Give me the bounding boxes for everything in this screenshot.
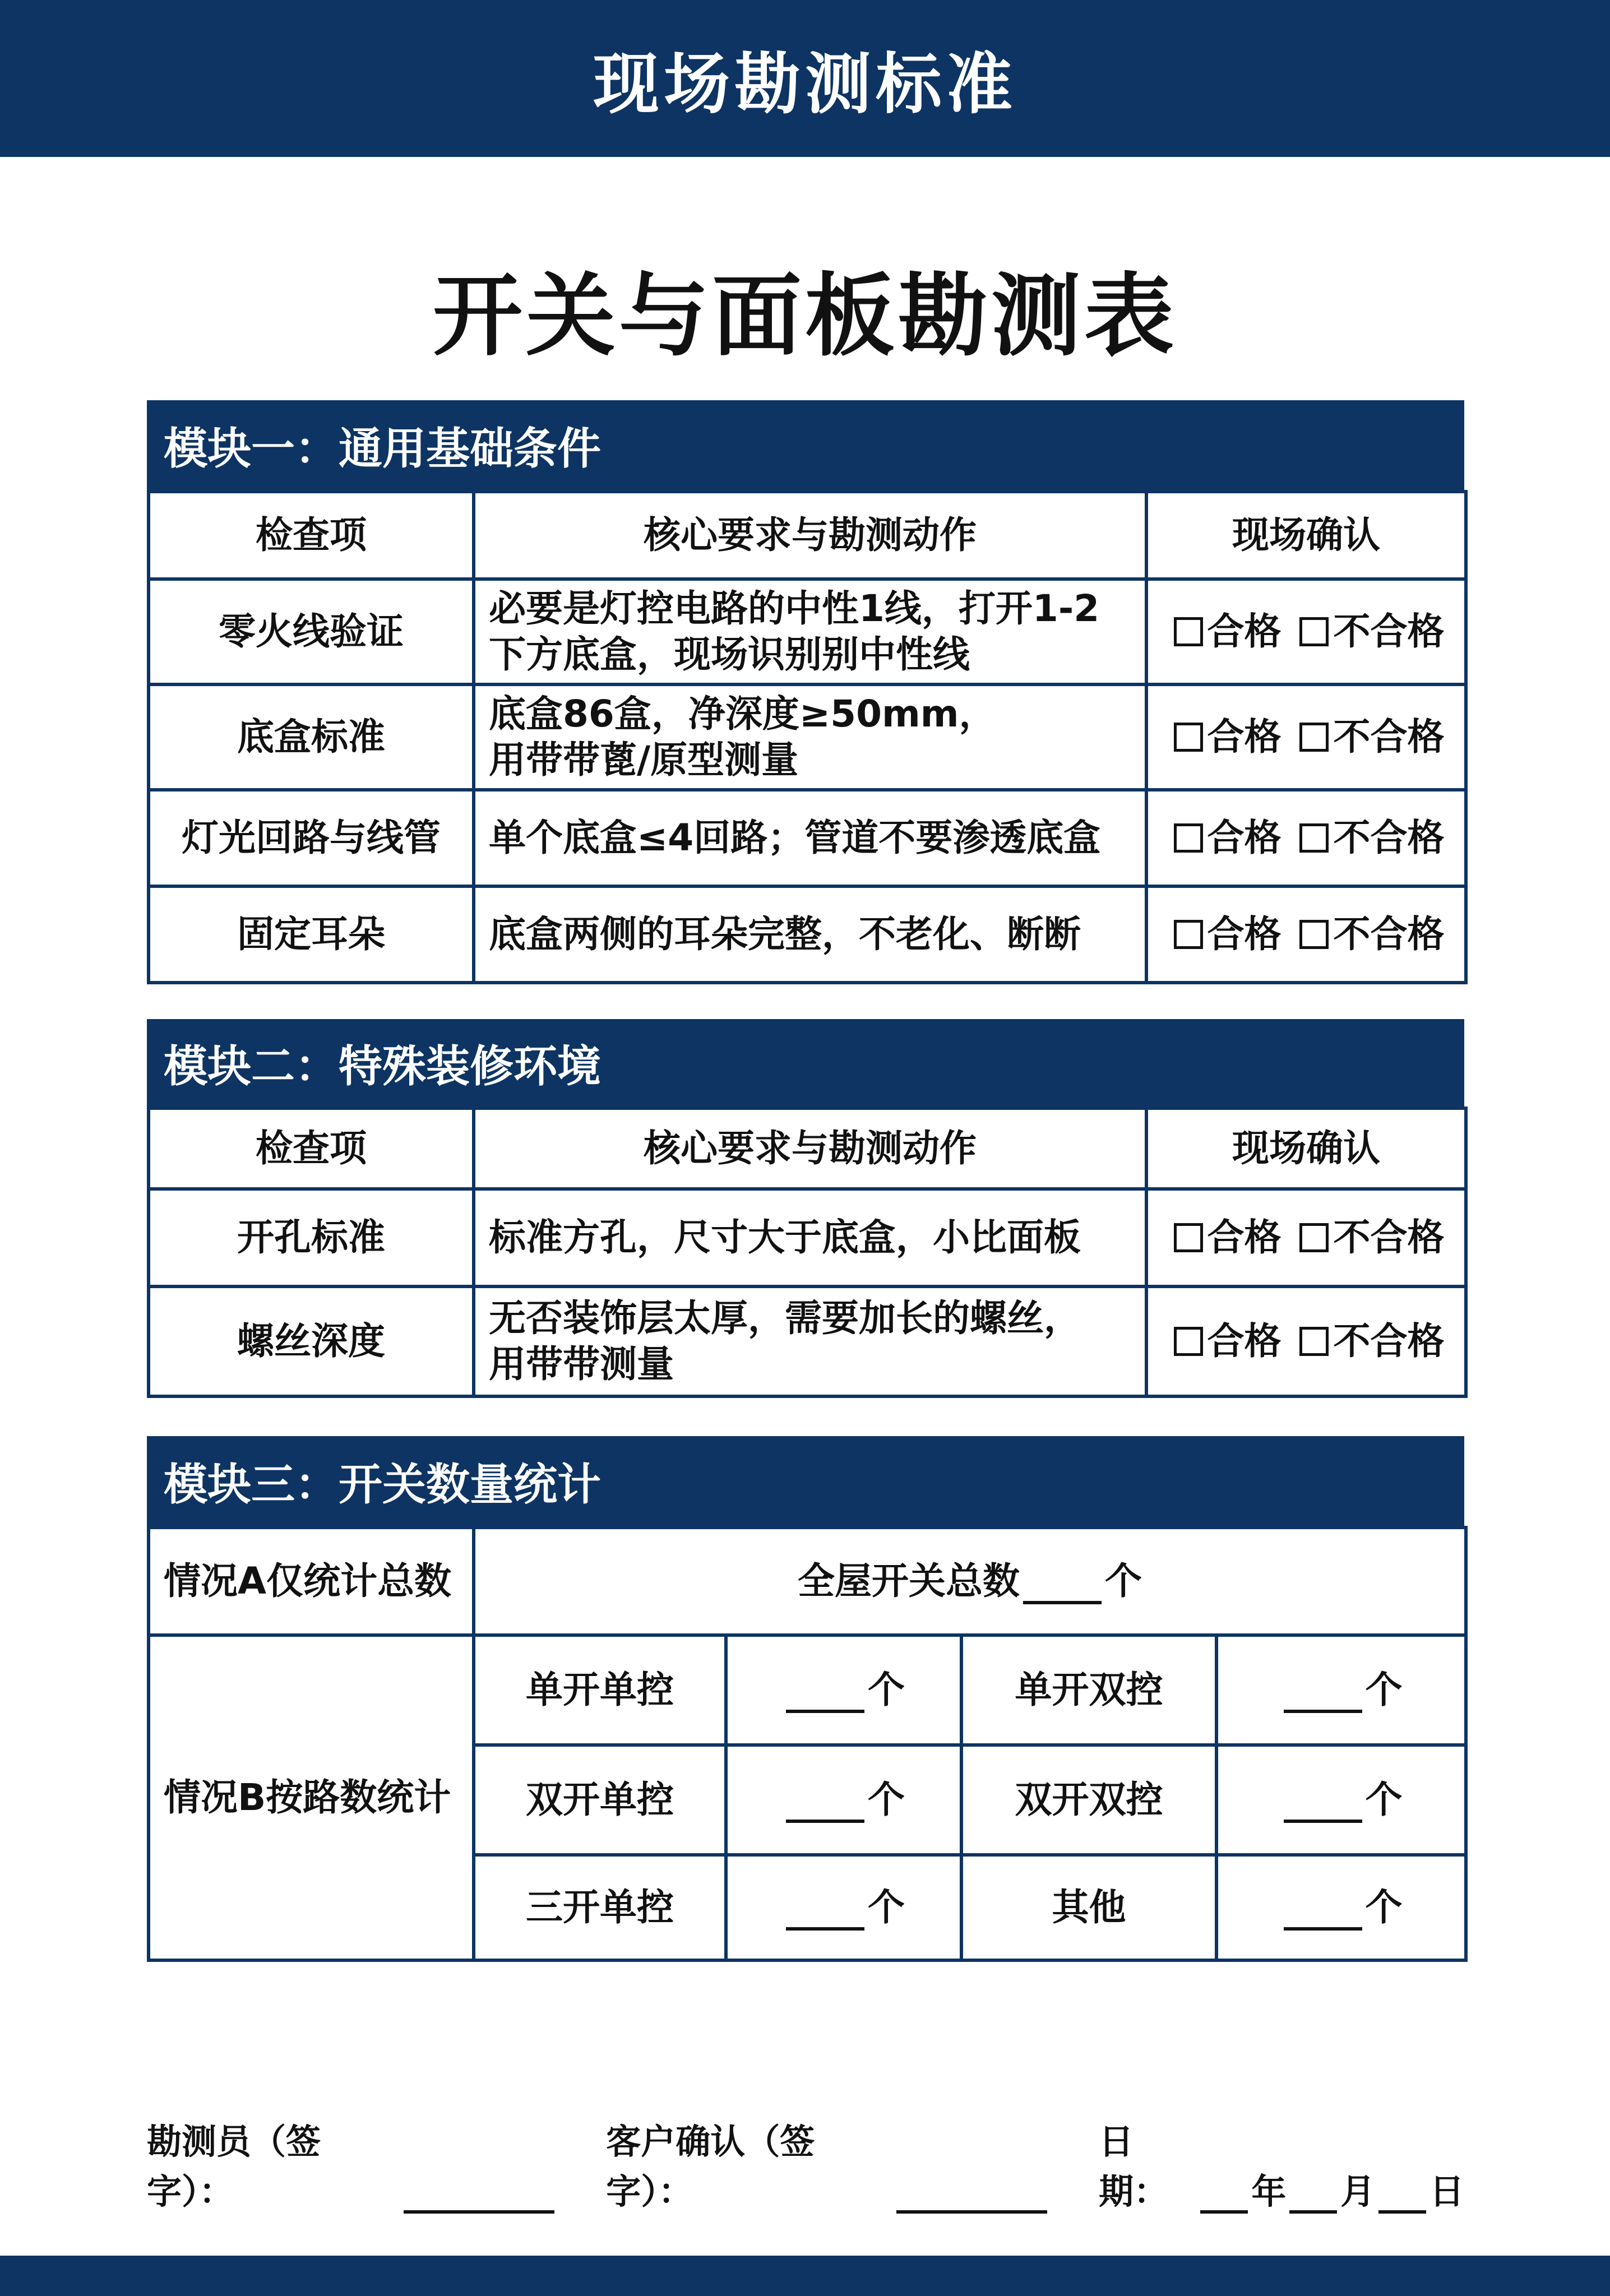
customer-signature — [606, 2114, 1054, 2214]
customer-label: 客户确认（签字）： — [606, 2121, 815, 2212]
unit-label: 个 — [1105, 1559, 1142, 1603]
req-line: 底盒两侧的耳朵完整，不老化、断断 — [489, 912, 1081, 956]
pass-checkbox[interactable] — [1174, 1223, 1203, 1252]
req-line: 底盒86盒，净深度≥50mm， — [489, 692, 996, 735]
pass-label: 合格 — [1207, 715, 1281, 758]
module-3-title: 模块三：开关数量统计 — [164, 1460, 602, 1510]
pass-checkbox[interactable] — [1174, 1327, 1203, 1356]
pass-checkbox[interactable] — [1174, 920, 1203, 949]
col-header-req: 核心要求与勘测动作 — [474, 492, 1146, 579]
req-line: 下方底盒，现场识别别中性线 — [489, 633, 970, 676]
module-2-title: 模块二：特殊装修环境 — [164, 1041, 602, 1092]
table-row — [149, 684, 1466, 790]
count-cell — [1216, 1855, 1466, 1960]
col-header-confirm: 现场确认 — [1146, 492, 1466, 579]
table-header-row — [149, 492, 1466, 579]
month-blank[interactable] — [1289, 2177, 1337, 2214]
table-row — [149, 1189, 1466, 1286]
count-cell — [726, 1635, 961, 1745]
fail-checkbox[interactable] — [1299, 1327, 1329, 1356]
pass-label: 合格 — [1207, 912, 1281, 956]
switch-type: 双开双控 — [961, 1745, 1216, 1855]
count-cell — [1216, 1745, 1466, 1855]
switch-type: 其他 — [961, 1855, 1216, 1960]
date-field — [1099, 2114, 1464, 2214]
year-label: 年 — [1251, 2171, 1287, 2212]
pass-label: 合格 — [1207, 1319, 1281, 1363]
pass-checkbox[interactable] — [1174, 723, 1203, 752]
year-blank[interactable] — [1200, 2177, 1248, 2214]
case-a-row — [149, 1527, 1466, 1635]
footer-bar — [0, 2256, 1610, 2296]
row-item: 灯光回路与线管 — [149, 790, 474, 886]
unit-label: 个 — [1365, 1777, 1403, 1821]
pass-checkbox[interactable] — [1174, 617, 1203, 646]
date-label: 日期： — [1099, 2121, 1169, 2212]
unit-label: 个 — [868, 1777, 905, 1821]
count-blank[interactable] — [1284, 1676, 1362, 1713]
form-title: 开关与面板勘测表 — [432, 263, 1177, 368]
fail-checkbox[interactable] — [1299, 617, 1329, 646]
req-line: 无否装饰层太厚，需要加长的螺丝， — [489, 1296, 1081, 1340]
count-blank[interactable] — [1284, 1894, 1362, 1931]
col-header-item: 检查项 — [149, 492, 474, 579]
row-item: 开孔标准 — [149, 1189, 474, 1286]
row-requirement — [474, 1286, 1146, 1396]
count-cell — [726, 1745, 961, 1855]
count-blank[interactable] — [786, 1894, 864, 1931]
switch-type: 单开双控 — [961, 1635, 1216, 1745]
surveyor-label: 勘测员（签字）： — [147, 2121, 321, 2212]
row-item: 零火线验证 — [149, 579, 474, 684]
row-confirm — [1146, 1189, 1466, 1286]
table-header-row — [149, 1108, 1466, 1189]
row-confirm — [1146, 684, 1466, 790]
row-requirement — [474, 886, 1146, 983]
switch-type: 单开单控 — [474, 1635, 726, 1745]
count-blank[interactable] — [786, 1786, 864, 1823]
col-header-req: 核心要求与勘测动作 — [474, 1108, 1146, 1189]
module-2-header — [147, 1019, 1464, 1107]
table-row — [149, 790, 1466, 886]
unit-label: 个 — [868, 1668, 905, 1711]
req-line: 用带带测量 — [489, 1343, 674, 1386]
customer-signature-blank[interactable] — [896, 2177, 1047, 2214]
module-1-title: 模块一：通用基础条件 — [164, 424, 602, 474]
row-item: 固定耳朵 — [149, 886, 474, 983]
row-requirement — [474, 790, 1146, 886]
fail-label: 不合格 — [1333, 609, 1445, 653]
case-a-text: 全屋开关总数 — [798, 1559, 1020, 1603]
table-row — [149, 886, 1466, 983]
row-requirement — [474, 684, 1146, 790]
module-2-table — [147, 1107, 1468, 1398]
pass-label: 合格 — [1207, 1215, 1281, 1259]
switch-type: 三开单控 — [474, 1855, 726, 1960]
row-requirement — [474, 1189, 1146, 1286]
fail-checkbox[interactable] — [1299, 920, 1329, 949]
count-blank[interactable] — [786, 1676, 864, 1713]
pass-checkbox[interactable] — [1174, 823, 1203, 853]
col-header-confirm: 现场确认 — [1146, 1108, 1466, 1189]
fail-label: 不合格 — [1333, 1215, 1445, 1259]
header-bar — [0, 0, 1610, 157]
count-cell — [726, 1855, 961, 1960]
fail-checkbox[interactable] — [1299, 1223, 1329, 1252]
col-header-item: 检查项 — [149, 1108, 474, 1189]
total-count-blank[interactable] — [1023, 1567, 1102, 1604]
module-2 — [147, 1019, 1464, 1398]
pass-label: 合格 — [1207, 609, 1281, 653]
day-blank[interactable] — [1378, 2177, 1426, 2214]
unit-label: 个 — [868, 1885, 905, 1929]
unit-label: 个 — [1365, 1885, 1403, 1929]
fail-checkbox[interactable] — [1299, 823, 1329, 853]
req-line: 用带带蓖/原型测量 — [489, 738, 799, 781]
signature-footer — [147, 2121, 1465, 2212]
case-a-label: 情况A仅统计总数 — [149, 1527, 474, 1635]
surveyor-signature-blank[interactable] — [404, 2177, 554, 2214]
module-1 — [147, 400, 1464, 984]
fail-label: 不合格 — [1333, 1319, 1445, 1363]
row-item: 螺丝深度 — [149, 1286, 474, 1396]
unit-label: 个 — [1365, 1668, 1403, 1711]
fail-label: 不合格 — [1333, 715, 1445, 758]
count-blank[interactable] — [1284, 1786, 1362, 1823]
row-confirm — [1146, 886, 1466, 983]
module-3 — [147, 1436, 1464, 1962]
table-row — [149, 1286, 1466, 1396]
module-3-table — [147, 1526, 1468, 1962]
row-confirm — [1146, 790, 1466, 886]
module-1-table — [147, 490, 1468, 984]
case-b-row — [149, 1635, 1466, 1745]
fail-label: 不合格 — [1333, 912, 1445, 956]
surveyor-signature — [147, 2114, 561, 2214]
req-line: 标准方孔，尺寸大于底盒，小比面板 — [489, 1215, 1081, 1259]
pass-label: 合格 — [1207, 816, 1281, 859]
req-line: 必要是灯控电路的中性1线，打开1-2 — [489, 586, 1100, 630]
switch-type: 双开单控 — [474, 1745, 726, 1855]
day-label: 日 — [1429, 2171, 1465, 2212]
row-requirement — [474, 579, 1146, 684]
fail-label: 不合格 — [1333, 816, 1445, 859]
month-label: 月 — [1340, 2171, 1376, 2212]
count-cell — [1216, 1635, 1466, 1745]
case-a-total — [474, 1527, 1466, 1635]
module-3-header — [147, 1436, 1464, 1526]
row-item: 底盒标准 — [149, 684, 474, 790]
table-row — [149, 579, 1466, 684]
row-confirm — [1146, 579, 1466, 684]
module-1-header — [147, 400, 1464, 490]
row-confirm — [1146, 1286, 1466, 1396]
fail-checkbox[interactable] — [1299, 723, 1329, 752]
case-b-label: 情况B按路数统计 — [149, 1635, 474, 1960]
header-title: 现场勘测标准 — [593, 45, 1017, 123]
req-line: 单个底盒≤4回路；管道不要渗透底盒 — [489, 816, 1101, 859]
